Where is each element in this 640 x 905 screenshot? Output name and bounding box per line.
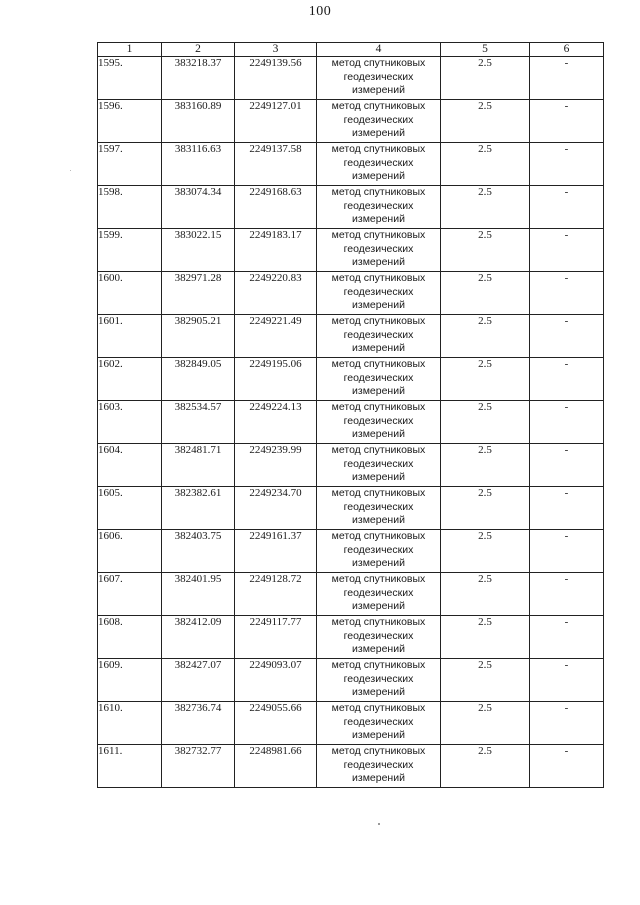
table-row — [98, 143, 604, 186]
accuracy-cell: 2.5 — [441, 186, 530, 229]
note-cell: - — [530, 616, 604, 659]
y-coordinate-cell: 2249183.17 — [235, 229, 317, 272]
y-coordinate-cell: 2249093.07 — [235, 659, 317, 702]
note-cell: - — [530, 143, 604, 186]
note-cell: - — [530, 573, 604, 616]
method-cell: метод спутниковых геодезических измерений — [317, 401, 441, 444]
y-coordinate-cell: 2249139.56 — [235, 57, 317, 100]
note-cell: - — [530, 100, 604, 143]
method-cell: метод спутниковых геодезических измерений — [317, 143, 441, 186]
x-coordinate-cell: 382412.09 — [162, 616, 235, 659]
point-number-cell: 1598. — [98, 186, 162, 229]
point-number-cell: 1603. — [98, 401, 162, 444]
method-cell: метод спутниковых геодезических измерений — [317, 444, 441, 487]
x-coordinate-cell: 382905.21 — [162, 315, 235, 358]
y-coordinate-cell: 2249161.37 — [235, 530, 317, 573]
header-col-6: 6 — [530, 43, 604, 57]
point-number-cell: 1597. — [98, 143, 162, 186]
point-number-cell: 1602. — [98, 358, 162, 401]
y-coordinate-cell: 2249221.49 — [235, 315, 317, 358]
table-row — [98, 272, 604, 315]
note-cell: - — [530, 530, 604, 573]
accuracy-cell: 2.5 — [441, 444, 530, 487]
accuracy-cell: 2.5 — [441, 487, 530, 530]
y-coordinate-cell: 2249195.06 — [235, 358, 317, 401]
accuracy-cell: 2.5 — [441, 573, 530, 616]
accuracy-cell: 2.5 — [441, 272, 530, 315]
table-row — [98, 487, 604, 530]
table-header-row — [98, 43, 604, 57]
x-coordinate-cell: 382401.95 — [162, 573, 235, 616]
method-cell: метод спутниковых геодезических измерений — [317, 272, 441, 315]
table-row — [98, 100, 604, 143]
table-row — [98, 401, 604, 444]
note-cell: - — [530, 186, 604, 229]
accuracy-cell: 2.5 — [441, 358, 530, 401]
y-coordinate-cell: 2249117.77 — [235, 616, 317, 659]
y-coordinate-cell: 2249128.72 — [235, 573, 317, 616]
note-cell: - — [530, 487, 604, 530]
x-coordinate-cell: 383218.37 — [162, 57, 235, 100]
note-cell: - — [530, 659, 604, 702]
note-cell: - — [530, 745, 604, 788]
point-number-cell: 1595. — [98, 57, 162, 100]
accuracy-cell: 2.5 — [441, 616, 530, 659]
x-coordinate-cell: 382971.28 — [162, 272, 235, 315]
accuracy-cell: 2.5 — [441, 100, 530, 143]
table-row — [98, 315, 604, 358]
x-coordinate-cell: 382403.75 — [162, 530, 235, 573]
table-row — [98, 702, 604, 745]
note-cell: - — [530, 57, 604, 100]
point-number-cell: 1599. — [98, 229, 162, 272]
method-cell: метод спутниковых геодезических измерений — [317, 487, 441, 530]
accuracy-cell: 2.5 — [441, 745, 530, 788]
y-coordinate-cell: 2249137.58 — [235, 143, 317, 186]
page-number: 100 — [308, 4, 332, 19]
accuracy-cell: 2.5 — [441, 229, 530, 272]
x-coordinate-cell: 383074.34 — [162, 186, 235, 229]
header-col-5: 5 — [441, 43, 530, 57]
method-cell: метод спутниковых геодезических измерений — [317, 229, 441, 272]
table-row — [98, 659, 604, 702]
scan-artifact — [70, 170, 71, 171]
accuracy-cell: 2.5 — [441, 143, 530, 186]
point-number-cell: 1604. — [98, 444, 162, 487]
coordinates-table — [97, 42, 604, 788]
x-coordinate-cell: 382732.77 — [162, 745, 235, 788]
point-number-cell: 1606. — [98, 530, 162, 573]
note-cell: - — [530, 702, 604, 745]
table-row — [98, 444, 604, 487]
x-coordinate-cell: 383022.15 — [162, 229, 235, 272]
method-cell: метод спутниковых геодезических измерений — [317, 659, 441, 702]
method-cell: метод спутниковых геодезических измерений — [317, 186, 441, 229]
note-cell: - — [530, 358, 604, 401]
y-coordinate-cell: 2249234.70 — [235, 487, 317, 530]
header-col-3: 3 — [235, 43, 317, 57]
y-coordinate-cell: 2249055.66 — [235, 702, 317, 745]
header-col-4: 4 — [317, 43, 441, 57]
x-coordinate-cell: 383116.63 — [162, 143, 235, 186]
method-cell: метод спутниковых геодезических измерений — [317, 573, 441, 616]
method-cell: метод спутниковых геодезических измерений — [317, 100, 441, 143]
y-coordinate-cell: 2249127.01 — [235, 100, 317, 143]
x-coordinate-cell: 382849.05 — [162, 358, 235, 401]
point-number-cell: 1607. — [98, 573, 162, 616]
point-number-cell: 1610. — [98, 702, 162, 745]
table-row — [98, 358, 604, 401]
note-cell: - — [530, 401, 604, 444]
point-number-cell: 1601. — [98, 315, 162, 358]
accuracy-cell: 2.5 — [441, 659, 530, 702]
method-cell: метод спутниковых геодезических измерений — [317, 702, 441, 745]
x-coordinate-cell: 382534.57 — [162, 401, 235, 444]
header-col-1: 1 — [98, 43, 162, 57]
accuracy-cell: 2.5 — [441, 530, 530, 573]
table-row — [98, 57, 604, 100]
note-cell: - — [530, 444, 604, 487]
y-coordinate-cell: 2249220.83 — [235, 272, 317, 315]
x-coordinate-cell: 382481.71 — [162, 444, 235, 487]
point-number-cell: 1608. — [98, 616, 162, 659]
table-body — [98, 57, 604, 788]
method-cell: метод спутниковых геодезических измерений — [317, 57, 441, 100]
accuracy-cell: 2.5 — [441, 702, 530, 745]
method-cell: метод спутниковых геодезических измерений — [317, 745, 441, 788]
x-coordinate-cell: 382427.07 — [162, 659, 235, 702]
method-cell: метод спутниковых геодезических измерений — [317, 616, 441, 659]
y-coordinate-cell: 2249224.13 — [235, 401, 317, 444]
y-coordinate-cell: 2248981.66 — [235, 745, 317, 788]
method-cell: метод спутниковых геодезических измерений — [317, 358, 441, 401]
point-number-cell: 1596. — [98, 100, 162, 143]
y-coordinate-cell: 2249168.63 — [235, 186, 317, 229]
note-cell: - — [530, 272, 604, 315]
table-row — [98, 186, 604, 229]
point-number-cell: 1600. — [98, 272, 162, 315]
table-row — [98, 616, 604, 659]
method-cell: метод спутниковых геодезических измерений — [317, 530, 441, 573]
x-coordinate-cell: 382382.61 — [162, 487, 235, 530]
note-cell: - — [530, 229, 604, 272]
point-number-cell: 1605. — [98, 487, 162, 530]
x-coordinate-cell: 382736.74 — [162, 702, 235, 745]
table-row — [98, 530, 604, 573]
y-coordinate-cell: 2249239.99 — [235, 444, 317, 487]
table-row — [98, 229, 604, 272]
note-cell: - — [530, 315, 604, 358]
table-row — [98, 573, 604, 616]
table-row — [98, 745, 604, 788]
accuracy-cell: 2.5 — [441, 315, 530, 358]
point-number-cell: 1609. — [98, 659, 162, 702]
accuracy-cell: 2.5 — [441, 401, 530, 444]
header-col-2: 2 — [162, 43, 235, 57]
point-number-cell: 1611. — [98, 745, 162, 788]
method-cell: метод спутниковых геодезических измерений — [317, 315, 441, 358]
scan-artifact — [378, 823, 380, 825]
accuracy-cell: 2.5 — [441, 57, 530, 100]
x-coordinate-cell: 383160.89 — [162, 100, 235, 143]
